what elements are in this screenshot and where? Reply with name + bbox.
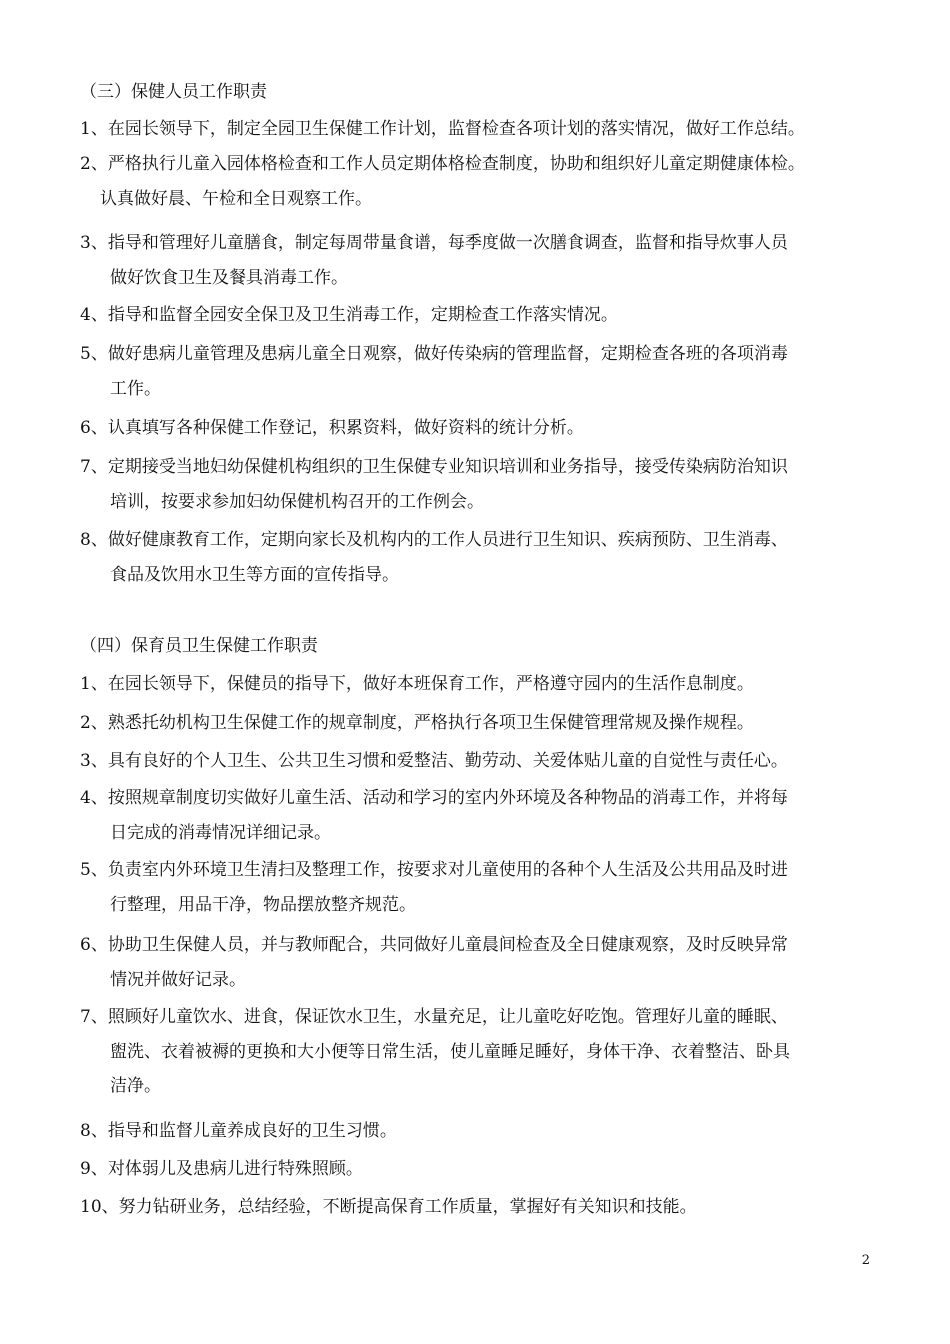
list-item: 7、定期接受当地妇幼保健机构组织的卫生保健专业知识培训和业务指导，接受传染病防治知识 培训，按要求参加妇幼保健机构召开的工作例会。 [80,457,788,512]
list-item: 5、做好患病儿童管理及患病儿童全日观察，做好传染病的管理监督，定期检查各班的各项消毒 工作。 [80,344,788,399]
section-heading-health-staff: （三）保健人员工作职责 [80,82,267,102]
list-item: 8、指导和监督儿童养成良好的卫生习惯。 [80,1121,397,1141]
list-item: 6、认真填写各种保健工作登记，积累资料，做好资料的统计分析。 [80,418,584,438]
list-item: 5、负责室内外环境卫生清扫及整理工作，按要求对儿童使用的各种个人生活及公共用品及时进 行整理，用品干净，物品摆放整齐规范。 [80,860,788,915]
list-item: 9、对体弱儿及患病儿进行特殊照顾。 [80,1159,363,1179]
list-item: 1、在园长领导下，制定全园卫生保健工作计划，监督检查各项计划的落实情况，做好工作总结。 [80,119,805,139]
page-number: 2 [861,1253,870,1268]
list-item: 7、照顾好儿童饮水、进食，保证饮水卫生，水量充足，让儿童吃好吃饱。管理好儿童的睡眠、 盥洗、衣着被褥的更换和大小便等日常生活，使儿童睡足睡好，身体干净、衣着整洁、卧具 洁净。 [80,1007,790,1096]
list-item: 2、严格执行儿童入园体格检查和工作人员定期体格检查制度，协助和组织好儿童定期健康体检。 认真做好晨、午检和全日观察工作。 [80,154,805,209]
list-item: 3、指导和管理好儿童膳食，制定每周带量食谱，每季度做一次膳食调查，监督和指导炊事人员 做好饮食卫生及餐具消毒工作。 [80,233,788,288]
list-item: 4、指导和监督全园安全保卫及卫生消毒工作，定期检查工作落实情况。 [80,305,618,325]
list-item: 3、具有良好的个人卫生、公共卫生习惯和爱整洁、勤劳动、关爱体贴儿童的自觉性与责任心。 [80,751,788,771]
list-item: 2、熟悉托幼机构卫生保健工作的规章制度，严格执行各项卫生保健管理常规及操作规程。 [80,713,754,733]
list-item: 6、协助卫生保健人员，并与教师配合，共同做好儿童晨间检查及全日健康观察，及时反映异常 情况并做好记录。 [80,935,788,990]
section-heading-caregiver: （四）保育员卫生保健工作职责 [80,636,318,656]
list-item: 8、做好健康教育工作，定期向家长及机构内的工作人员进行卫生知识、疾病预防、卫生消毒、 食品及饮用水卫生等方面的宣传指导。 [80,530,788,585]
list-item: 4、按照规章制度切实做好儿童生活、活动和学习的室内外环境及各种物品的消毒工作，并将每 日完成的消毒情况详细记录。 [80,788,788,843]
list-item: 1、在园长领导下，保健员的指导下，做好本班保育工作，严格遵守园内的生活作息制度。 [80,674,754,694]
list-item: 10、努力钻研业务，总结经验，不断提高保育工作质量，掌握好有关知识和技能。 [80,1197,697,1217]
